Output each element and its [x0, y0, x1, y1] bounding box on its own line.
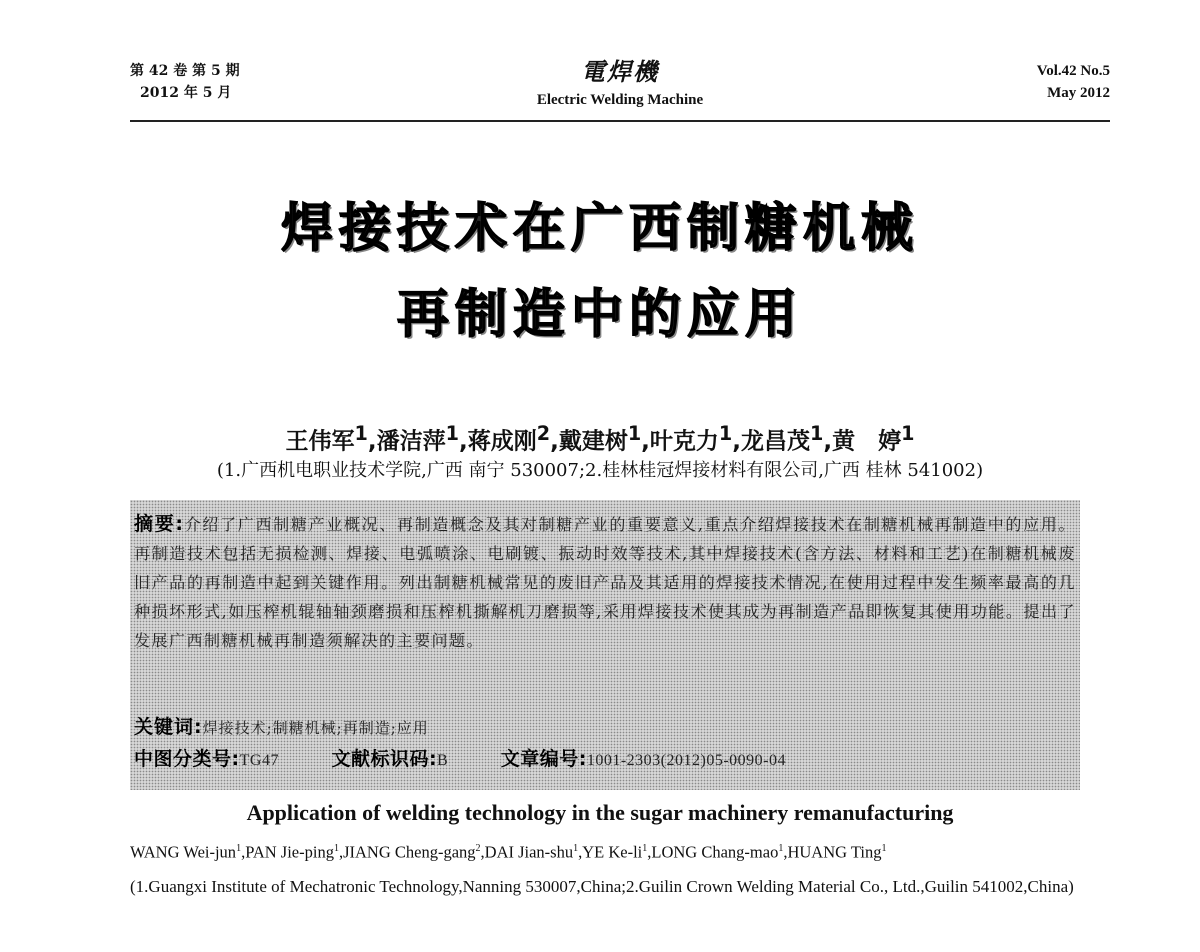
journal-header: [130, 58, 1110, 122]
abstract-text: 介绍了广西制糖产业概况、再制造概念及其对制糖产业的重要意义,重点介绍焊接技术在制糖机械再制造中的应用。再制造技术包括无损检测、焊接、电弧喷涂、电刷镀、振动时效等技术,其中焊接技术(含方法、材料和工艺)在制糖机械废旧产品的再制造中起到关键作用。列出制糖机械常见的废旧产品及其适用的焊接技术情况,在使用过程中发生频率最高的几种损坏形式,如压榨机辊轴轴颈磨损和压榨机撕解机刀磨损等,采用焊接技术使其成为再制造产品即恢复其使用功能。提出了发展广西制糖机械再制造须解决的主要问题。: [134, 515, 1076, 650]
author-name-en: HUANG Ting: [787, 842, 882, 862]
abstract-paragraph: [134, 510, 1076, 655]
author-name: 黄 婷: [832, 428, 902, 455]
keywords-label: 关键词:: [134, 716, 203, 738]
header-rule: [130, 120, 1110, 122]
author-name-en: PAN Jie-ping: [245, 842, 334, 862]
paper-title-cn: [0, 186, 1200, 358]
author-affil-mark: 1: [236, 843, 242, 854]
author-name: 王伟军: [285, 428, 355, 455]
author-list-cn: 王伟军$^1$,潘洁萍$^1$,蒋成刚$^2$,戴建树$^1$,叶克力$^1$,龙昌茂$^1$,黄 婷$^1$: [285, 422, 915, 455]
keywords-line: [134, 712, 429, 739]
header-center: [130, 58, 1110, 110]
author-affil-mark: 1: [445, 422, 459, 445]
publication-date-cn: 2012 年 5 月: [140, 85, 232, 101]
volume-issue-en: Vol.42 No.5: [1036, 63, 1110, 79]
header-right: [1037, 60, 1110, 104]
author-affil-mark: 1: [333, 843, 339, 854]
author-affil-mark: 1: [881, 843, 887, 854]
doc-code-value: B: [437, 752, 449, 769]
title-line-2: 再制造中的应用: [396, 285, 803, 345]
author-affil-mark: 1: [810, 422, 824, 445]
author-affil-mark: 1: [901, 422, 915, 445]
journal-name-en: Electric Welding Machine: [536, 92, 704, 108]
clc-value: TG47: [239, 752, 279, 769]
author-affil-mark: 1: [573, 843, 579, 854]
author-list-en: WANG Wei-jun$^1$,PAN Jie-ping$^1$,JIANG Cheng-gang$^2$,DAI Jian-shu$^1$,YE $Ke-li^1,LONG$ Chang-mao$^1$,HUANG Ting$^1$: [130, 842, 887, 862]
abstract-label: 摘要:: [134, 513, 185, 535]
author-name-en: DAI Jian-shu: [484, 842, 574, 862]
classification-line: [134, 744, 1076, 771]
author-name-en: WANG Wei-jun: [130, 842, 237, 862]
clc-label: 中图分类号:: [134, 748, 240, 770]
author-affil-mark: 1: [627, 422, 642, 445]
article-no-value: 1001-2303(2012)05-0090-04: [586, 752, 786, 769]
publication-date-en: May 2012: [1047, 85, 1110, 101]
author-affil-mark: 1: [354, 422, 368, 445]
author-affil-mark: 1: [718, 422, 733, 445]
article-no-label: 文章编号:: [500, 748, 587, 770]
author-name: 蒋成刚: [467, 428, 537, 455]
author-name: 潘洁萍: [376, 428, 446, 455]
affiliation-cn: (1.广西机电职业技术学院,广西 南宁 530007;2.桂林桂冠焊接材料有限公司,广西 桂林 541002): [216, 460, 984, 481]
author-affil-mark: 1: [642, 843, 648, 854]
author-name: 戴建树: [558, 428, 628, 455]
doc-code-label: 文献标识码:: [331, 748, 438, 770]
paper-title-en: Application of welding technology in the sugar machinery remanufacturing: [246, 800, 954, 825]
author-name: 龙昌茂: [741, 428, 811, 455]
author-affil-mark: 2: [475, 843, 481, 854]
author-name-en: JIANG Cheng-gang: [343, 842, 476, 862]
author-name-en: YE Ke-li: [582, 842, 643, 862]
author-affil-mark: 1: [778, 843, 784, 854]
author-affil-mark: 2: [536, 422, 551, 445]
keywords-text: 焊接技术;制糖机械;再制造;应用: [202, 719, 429, 737]
author-name-en: LONG Chang-mao: [651, 842, 779, 862]
author-name: 叶克力: [649, 428, 719, 455]
abstract-box: [130, 500, 1080, 790]
title-line-1: 焊接技术在广西制糖机械: [280, 199, 919, 259]
journal-name-cn: 電焊機: [581, 58, 659, 86]
affiliation-en: (1.Guangxi Institute of Mechatronic Technology,Nanning 530007,China;2.Guilin Crown Welding Material Co., Ltd.,Guilin 541002,China): [130, 877, 1074, 896]
volume-issue: 第 42 卷 第 5 期: [130, 63, 240, 79]
